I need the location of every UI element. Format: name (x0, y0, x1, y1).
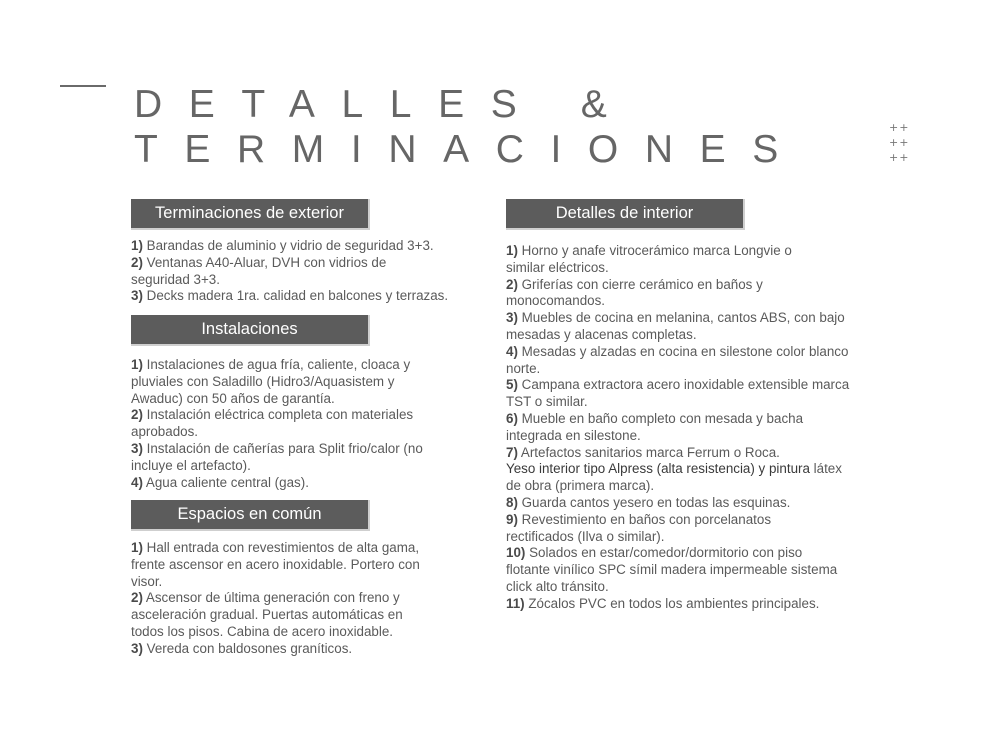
item-text: Decks madera 1ra. calidad en balcones y terrazas. (142, 288, 449, 304)
item-number: 4) (506, 343, 518, 359)
item-number: 6) (506, 410, 518, 426)
section-body-instalaciones (131, 357, 461, 491)
item-number: 11) (506, 595, 525, 611)
item-text: Instalación eléctrica completa con materiales aprobados. (131, 407, 414, 440)
item-text: Instalación de cañerías para Split frio/calor (no incluye el artefacto). (131, 440, 423, 473)
section-body-espacios-comun (131, 540, 451, 658)
item-text: Ventanas A40-Aluar, DVH con vidrios de seguridad 3+3. (131, 254, 387, 287)
item-text: Barandas de aluminio y vidrio de seguridad 3+3. (142, 238, 434, 253)
list-item (131, 288, 481, 305)
item-text: Campana extractora acero inoxidable extensible marca TST o similar. (506, 377, 850, 410)
item-number: 4) (131, 474, 143, 490)
item-text: Agua caliente central (gas). (142, 474, 309, 490)
item-number: 2) (131, 590, 143, 606)
item-number: 3) (131, 640, 143, 656)
item-number: 1) (131, 540, 143, 555)
item-number: 5) (506, 377, 518, 393)
item-text: Horno y anafe vitrocerámico marca Longvie o similar eléctricos. (506, 243, 792, 275)
item-text: Guarda cantos yesero en todas las esquinas. (517, 494, 791, 510)
item-text: Zócalos PVC en todos los ambientes principales. (524, 595, 820, 611)
item-text: Vereda con baldosones graníticos. (142, 640, 353, 656)
item-number: 2) (506, 276, 518, 292)
section-body-interior (506, 243, 851, 613)
list-item (506, 512, 806, 546)
item-number: 3) (131, 440, 143, 456)
list-item (131, 238, 481, 255)
item-number: 2) (131, 407, 143, 423)
list-item (506, 545, 841, 595)
item-text: Griferías con cierre cerámico en baños y monocomandos. (506, 276, 763, 309)
section-body-exterior (131, 238, 481, 305)
section-header-interior: Detalles de interior (506, 199, 745, 230)
list-item (131, 255, 421, 289)
item-number: 3) (506, 310, 518, 326)
list-item (506, 445, 851, 462)
item-number: 1) (131, 238, 143, 253)
page-title-line-2: TERMINACIONES (134, 128, 805, 171)
item-number: 9) (506, 511, 518, 527)
item-text: Mesadas y alzadas en cocina en silestone color blanco norte. (506, 343, 849, 376)
plus-row: ++ (889, 136, 910, 149)
list-item (506, 344, 851, 378)
item-number: 7) (506, 444, 518, 460)
list-item (506, 411, 851, 445)
item-number: 3) (131, 288, 143, 304)
list-item (131, 475, 461, 492)
section-header-instalaciones: Instalaciones (131, 315, 370, 346)
item-number: 8) (506, 494, 518, 510)
list-item (131, 641, 451, 658)
list-item (131, 590, 436, 640)
item-text-emphasis: Yeso interior tipo Alpress (alta resistencia) y pintura (506, 461, 810, 477)
section-header-exterior: Terminaciones de exterior (131, 199, 370, 230)
list-item (506, 277, 796, 311)
page-title-line-1: DETALLES & (134, 83, 634, 126)
item-number: 2) (131, 254, 143, 270)
list-item (506, 495, 851, 512)
section-header-espacios-comun: Espacios en común (131, 500, 370, 531)
list-item (131, 540, 447, 590)
list-item (506, 243, 821, 277)
item-text: Revestimiento en baños con porcelanatos rectificados (Ilva o similar). (506, 511, 772, 544)
item-text: Ascensor de última generación con freno y asceleración gradual. Puertas automáticas en todos los pisos. Cabina de acero inoxidable. (131, 590, 403, 639)
item-text: látex de obra (primera marca). (506, 461, 842, 494)
item-number: 1) (506, 243, 518, 258)
decorative-dash (60, 85, 106, 87)
item-text: Instalaciones de agua fría, caliente, cloaca y pluviales con Saladillo (Hidro3/Aquasistem y Awaduc) con 50 años de garantía. (131, 357, 411, 406)
plus-row: ++ (889, 151, 910, 164)
list-item (506, 461, 851, 495)
item-number: 1) (131, 357, 143, 372)
item-text: Solados en estar/comedor/dormitorio con piso flotante vinílico SPC símil madera impermeable sistema click alto tránsito. (506, 545, 838, 594)
list-item (506, 596, 851, 613)
item-number: 10) (506, 545, 526, 561)
item-text: Hall entrada con revestimientos de alta gama, frente ascensor en acero inoxidable. Portero con visor. (131, 540, 420, 589)
list-item (506, 310, 851, 344)
list-item (506, 377, 851, 411)
item-text: Mueble en baño completo con mesada y bacha integrada en silestone. (506, 410, 804, 443)
plus-row: ++ (889, 121, 910, 134)
plus-grid-icon (889, 120, 909, 165)
list-item (131, 357, 436, 407)
item-text: Muebles de cocina en melanina, cantos ABS, con bajo mesadas y alacenas completas. (506, 310, 845, 342)
item-text: Artefactos sanitarios marca Ferrum o Roca. (517, 444, 780, 460)
list-item (131, 441, 456, 475)
list-item (131, 407, 441, 441)
